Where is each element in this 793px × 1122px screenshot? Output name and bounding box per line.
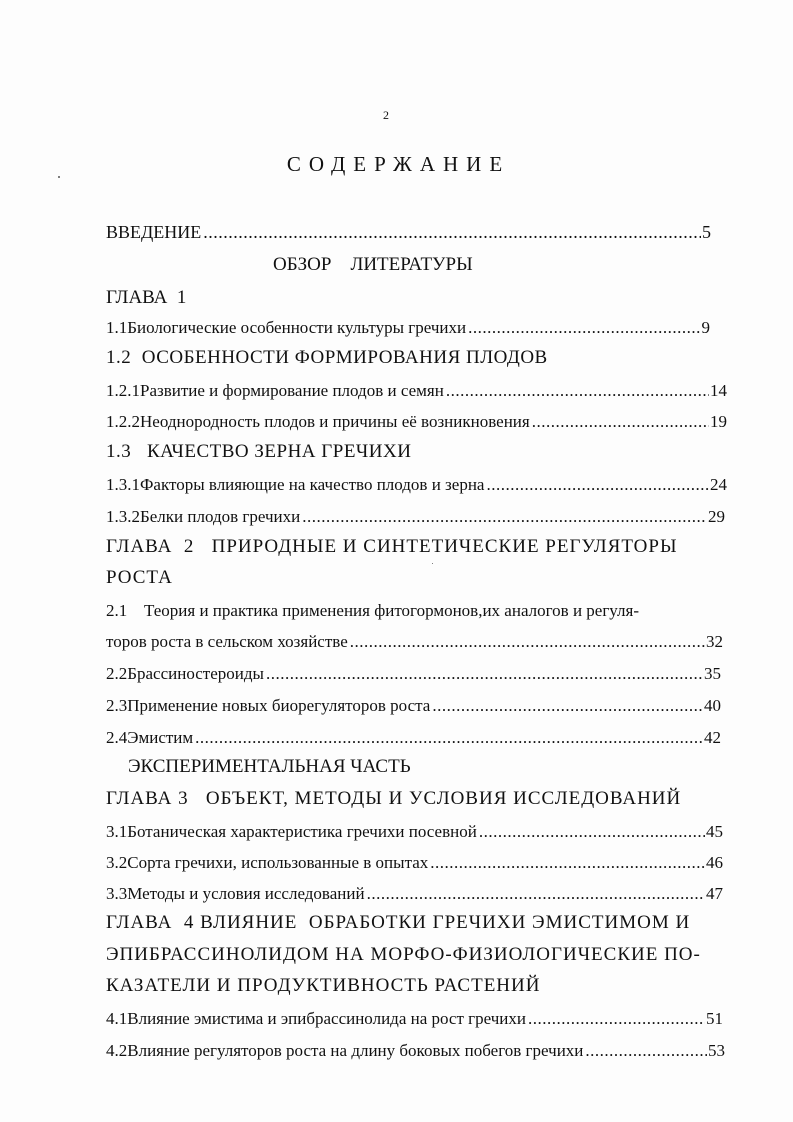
toc-entry-title: Методы и условия исследований bbox=[127, 884, 365, 903]
experimental-heading: ЭКСПЕРИМЕНТАЛЬНАЯ ЧАСТЬ bbox=[128, 756, 411, 777]
toc-entry-3-2[interactable] bbox=[106, 853, 723, 873]
scan-speck bbox=[432, 563, 433, 564]
review-heading: ОБЗОР ЛИТЕРАТУРЫ bbox=[273, 254, 473, 275]
toc-entry-number: 4.1 bbox=[106, 1009, 128, 1028]
toc-entry-1-1[interactable] bbox=[106, 318, 710, 338]
toc-entry-title: Теория и практика применения фитогормонов,их аналогов и регуля- bbox=[144, 601, 640, 620]
dot-leader bbox=[585, 1041, 707, 1061]
chapter-4-heading-line-2: ЭПИБРАССИНОЛИДОМ НА МОРФО-ФИЗИОЛОГИЧЕСКИЕ ПО- bbox=[106, 944, 701, 965]
toc-entry-number: 1.2.1 bbox=[106, 381, 140, 400]
toc-entry-page: 42 bbox=[704, 728, 721, 747]
toc-entry-number: 1.3.1 bbox=[106, 475, 140, 494]
toc-entry-title: Влияние регуляторов роста на длину боковых побегов гречихи bbox=[127, 1041, 584, 1060]
toc-entry-number: 3.2 bbox=[106, 853, 128, 872]
toc-entry-page: 19 bbox=[710, 412, 727, 431]
toc-entry-number: 3.3 bbox=[106, 884, 128, 903]
dot-leader bbox=[528, 1009, 705, 1029]
toc-entry-1-2-2[interactable] bbox=[106, 412, 727, 432]
toc-entry-title: Эмистим bbox=[127, 728, 194, 747]
dot-leader bbox=[486, 475, 709, 495]
dot-leader bbox=[367, 884, 705, 904]
toc-entry-4-1[interactable] bbox=[106, 1009, 723, 1029]
chapter-3-heading[interactable]: ГЛАВА 3 ОБЪЕКТ, МЕТОДЫ И УСЛОВИЯ ИССЛЕДОВАНИЙ bbox=[106, 788, 682, 809]
toc-entry-number: 1.2.2 bbox=[106, 412, 140, 431]
dot-leader bbox=[266, 664, 703, 684]
dot-leader bbox=[195, 728, 703, 748]
toc-entry-page: 51 bbox=[706, 1009, 723, 1028]
chapter-4-heading-line-3: КАЗАТЕЛИ И ПРОДУКТИВНОСТЬ РАСТЕНИЙ bbox=[106, 975, 541, 996]
toc-entry-number: 1.1 bbox=[106, 318, 128, 337]
toc-entry-page: 9 bbox=[701, 318, 710, 337]
toc-entry-title: Брассиностероиды bbox=[127, 664, 264, 683]
toc-entry-page: 40 bbox=[704, 696, 721, 715]
toc-entry-page: 45 bbox=[706, 822, 723, 841]
toc-entry-title: Белки плодов гречихи bbox=[140, 507, 301, 526]
toc-entry-title: Неоднородность плодов и причины её возникновения bbox=[140, 412, 530, 431]
toc-entry-intro[interactable] bbox=[106, 222, 711, 243]
toc-entry-number: 2.2 bbox=[106, 664, 128, 683]
toc-entry-page: 29 bbox=[708, 507, 725, 526]
toc-entry-1-3-2[interactable] bbox=[106, 507, 725, 527]
toc-entry-4-2[interactable] bbox=[106, 1041, 725, 1061]
toc-entry-title: Развитие и формирование плодов и семян bbox=[140, 381, 444, 400]
toc-entry-title: Биологические особенности культуры гречихи bbox=[127, 318, 467, 337]
chapter-2-heading-line-1[interactable]: ГЛАВА 2 ПРИРОДНЫЕ И СИНТЕТИЧЕСКИЕ РЕГУЛЯТОРЫ bbox=[106, 536, 678, 557]
dot-leader bbox=[468, 318, 700, 338]
chapter-4-heading-line-1[interactable]: ГЛАВА 4 ВЛИЯНИЕ ОБРАБОТКИ ГРЕЧИХИ ЭМИСТИМОМ И bbox=[106, 912, 691, 933]
dot-leader bbox=[479, 822, 705, 842]
toc-entry-number: 2.3 bbox=[106, 696, 128, 715]
toc-entry-title-continued: торов роста в сельском хозяйстве bbox=[106, 632, 348, 651]
toc-entry-page: 53 bbox=[708, 1041, 725, 1060]
page-number: 2 bbox=[383, 108, 389, 122]
dot-leader bbox=[203, 222, 701, 243]
toc-entry-page: 14 bbox=[710, 381, 727, 400]
toc-entry-number: 2.4 bbox=[106, 728, 128, 747]
section-1-2-heading[interactable]: 1.2 ОСОБЕННОСТИ ФОРМИРОВАНИЯ ПЛОДОВ bbox=[106, 347, 548, 368]
page-title: СОДЕРЖАНИЕ bbox=[286, 152, 511, 176]
toc-entry-title: Применение новых биорегуляторов роста bbox=[127, 696, 431, 715]
toc-entry-2-2[interactable] bbox=[106, 664, 721, 684]
section-1-3-heading[interactable]: 1.3 КАЧЕСТВО ЗЕРНА ГРЕЧИХИ bbox=[106, 441, 412, 462]
toc-entry-page: 47 bbox=[706, 884, 723, 903]
toc-entry-page: 46 bbox=[706, 853, 723, 872]
toc-entry-title: Ботаническая характеристика гречихи посевной bbox=[127, 822, 477, 841]
dot-leader bbox=[302, 507, 707, 527]
dot-leader bbox=[430, 853, 705, 873]
chapter-1-heading: ГЛАВА 1 bbox=[106, 287, 187, 308]
toc-entry-page: 5 bbox=[702, 222, 711, 242]
toc-entry-2-1-line-1[interactable] bbox=[106, 601, 639, 621]
toc-entry-number: 2.1 bbox=[106, 601, 128, 620]
toc-entry-page: 35 bbox=[704, 664, 721, 683]
dot-leader bbox=[532, 412, 709, 432]
toc-entry-2-1-line-2[interactable] bbox=[106, 632, 723, 652]
toc-entry-number: 4.2 bbox=[106, 1041, 128, 1060]
toc-entry-page: 32 bbox=[706, 632, 723, 651]
chapter-2-heading-line-2: РОСТА bbox=[106, 567, 173, 588]
toc-entry-number: 3.1 bbox=[106, 822, 128, 841]
toc-entry-title: Сорта гречихи, использованные в опытах bbox=[127, 853, 429, 872]
toc-entry-2-4[interactable] bbox=[106, 728, 721, 748]
dot-leader bbox=[432, 696, 703, 716]
toc-entry-number: 1.3.2 bbox=[106, 507, 140, 526]
toc-entry-3-3[interactable] bbox=[106, 884, 723, 904]
toc-entry-page: 24 bbox=[710, 475, 727, 494]
toc-entry-1-2-1[interactable] bbox=[106, 381, 727, 401]
toc-entry-2-3[interactable] bbox=[106, 696, 721, 716]
dot-leader bbox=[446, 381, 709, 401]
dot-leader bbox=[350, 632, 705, 652]
toc-entry-title: Влияние эмистима и эпибрассинолида на рост гречихи bbox=[127, 1009, 526, 1028]
toc-entry-title: ВВЕДЕНИЕ bbox=[106, 222, 202, 242]
toc-entry-1-3-1[interactable] bbox=[106, 475, 727, 495]
toc-entry-3-1[interactable] bbox=[106, 822, 723, 842]
toc-entry-title: Факторы влияющие на качество плодов и зерна bbox=[140, 475, 485, 494]
